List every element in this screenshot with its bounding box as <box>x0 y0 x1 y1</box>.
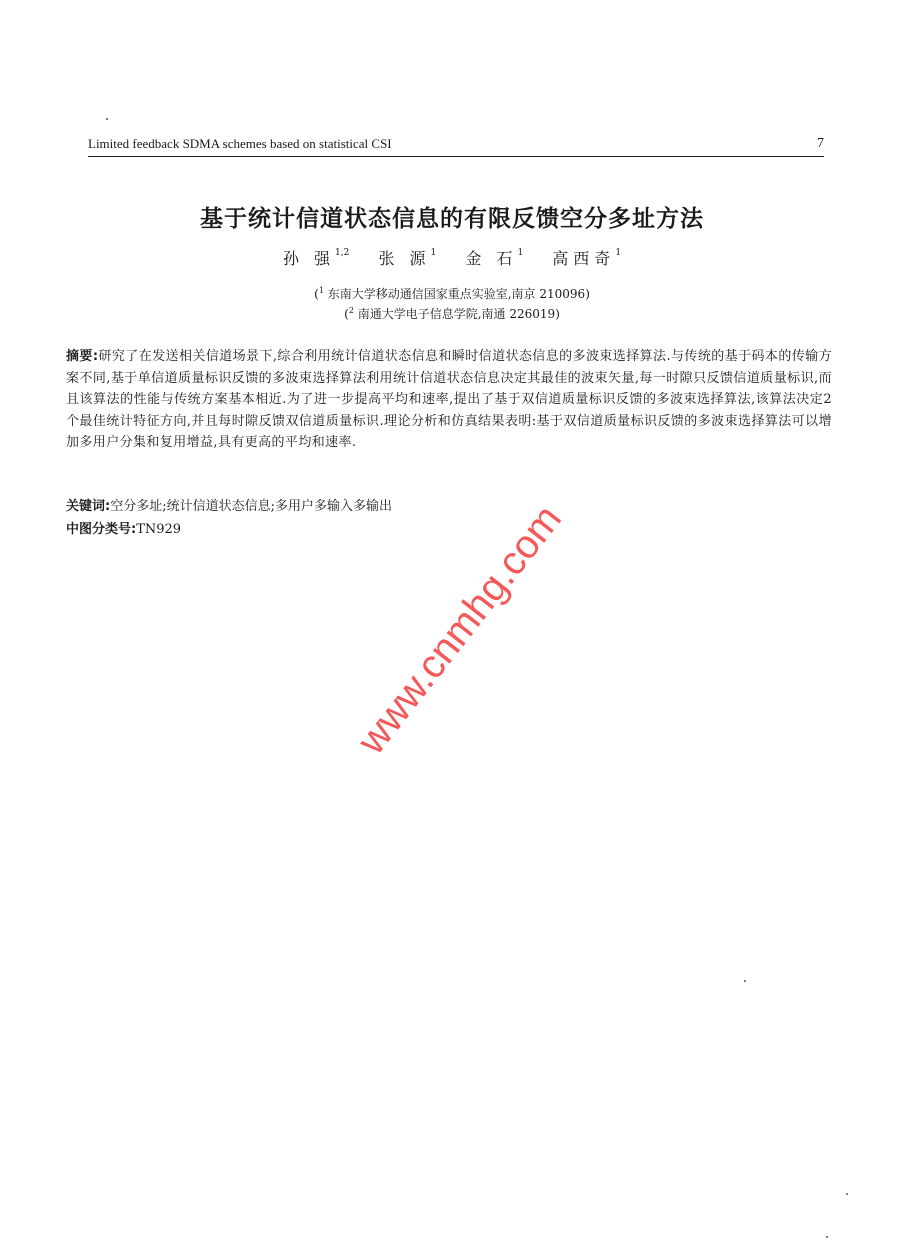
author-list <box>0 246 904 269</box>
scan-speck <box>826 1236 828 1238</box>
paper-title: 基于统计信道状态信息的有限反馈空分多址方法 <box>200 206 704 232</box>
author: 金 石$^1$ <box>465 247 524 268</box>
scan-speck <box>106 118 108 120</box>
affiliation: ($^1$ 东南大学移动通信国家重点实验室,南京 210096) <box>314 286 590 301</box>
keywords-label: 关键词: <box>66 499 111 514</box>
abstract-text: 研究了在发送相关信道场景下,综合利用统计信道状态信息和瞬时信道状态信息的多波束选择算法.与传统的基于码本的传输方案不同,基于单信道质量标识反馈的多波束选择算法利用统计信道状态信息决定其最佳的波束矢量,每一时隙只反馈信道质量标识,而且该算法的性能与传统方案基本相近.为了进一步提高平均和速率,提出了基于双信道质量标识反馈的多波束选择算法,该算法决定2个最佳统计特征方向,并且每时隙反馈双信道质量标识.理论分析和仿真结果表明:基于双信道质量标识反馈的多波束选择算法可以增加多用户分集和复用增益,具有更高的平均和速率. <box>66 349 832 450</box>
keywords-text: 空分多址;统计信道状态信息;多用户多输入多输出 <box>110 499 392 514</box>
affiliation: ($^2$ 南通大学电子信息学院,南通 226019) <box>344 306 560 321</box>
abstract-label: 摘要: <box>66 349 99 364</box>
watermark-text: www.cnmhg.com <box>349 497 571 763</box>
clc-label: 中图分类号: <box>66 522 137 537</box>
author: 张 源$^1$ <box>378 247 437 268</box>
clc-text: TN929 <box>136 522 182 537</box>
page-number: 7 <box>817 136 824 151</box>
author: 高西奇$^1$ <box>552 247 622 268</box>
scan-speck <box>744 980 746 982</box>
scan-speck <box>846 1193 848 1195</box>
author: 孙 强$^{1,2}$ <box>282 247 350 268</box>
running-head-title: Limited feedback SDMA schemes based on statistical CSI <box>88 136 392 151</box>
running-head <box>88 134 824 157</box>
abstract <box>66 346 832 454</box>
watermark <box>330 497 590 763</box>
